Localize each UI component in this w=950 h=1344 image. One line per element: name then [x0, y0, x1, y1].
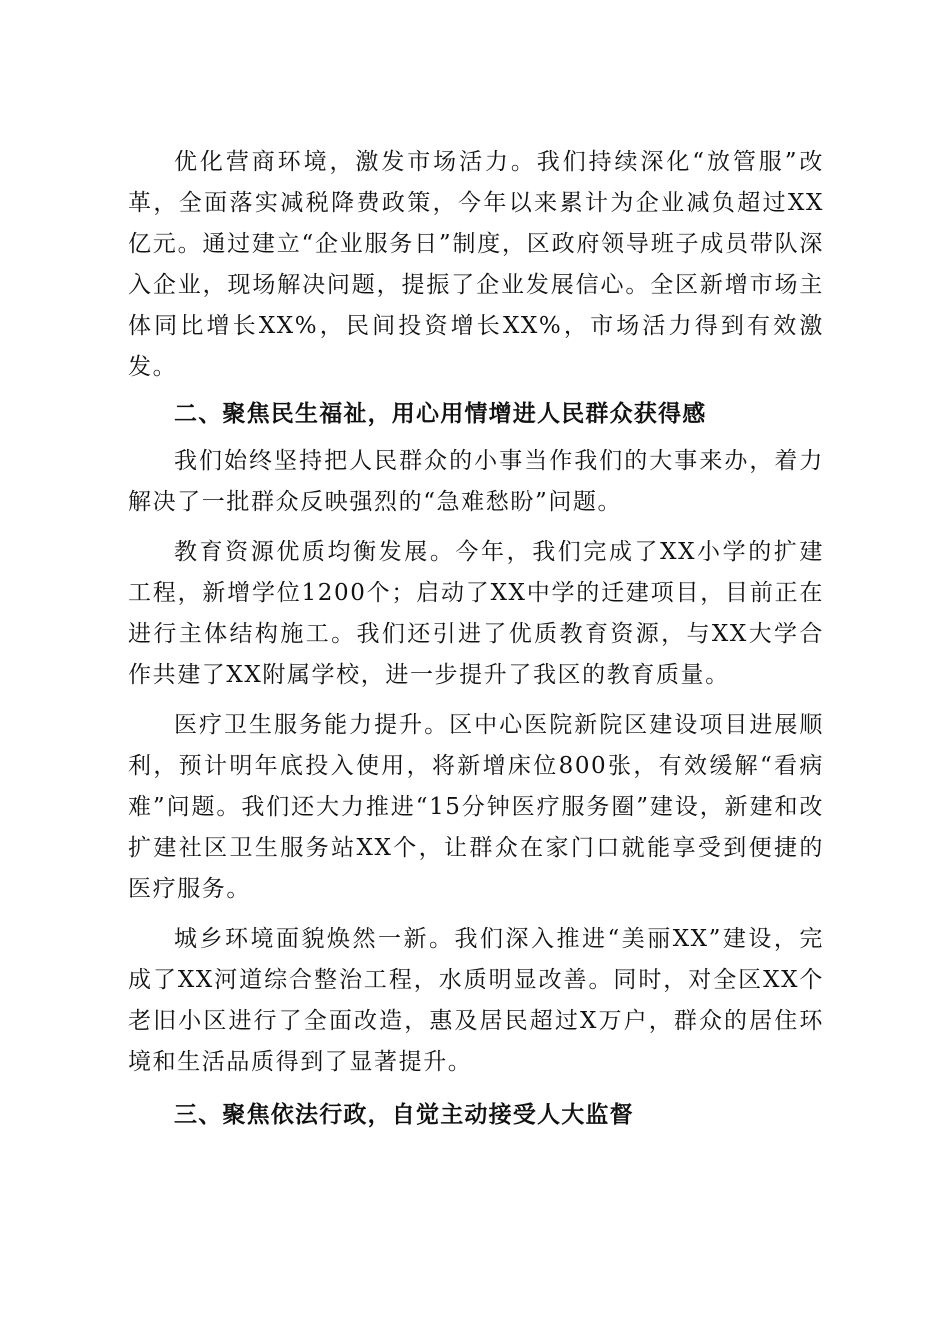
paragraph-healthcare: 医疗卫生服务能力提升。区中心医院新院区建设项目进展顺利，预计明年底投入使用，将新增床位800张，有效缓解“看病难”问题。我们还大力推进“15分钟医疗服务圈”建设，新建和改扩建社区卫生服务站XX个，让群众在家门口就能享受到便捷的医疗服务。	[128, 712, 824, 902]
document-body	[128, 142, 824, 1136]
section-heading-legal-administration: 三、聚焦依法行政，自觉主动接受人大监督	[174, 1102, 634, 1128]
paragraph-livelihood-intro: 我们始终坚持把人民群众的小事当作我们的大事来办，着力解决了一批群众反映强烈的“急难愁盼”问题。	[128, 448, 824, 515]
section-heading-livelihood: 二、聚焦民生福祉，用心用情增进人民群众获得感	[174, 401, 707, 427]
paragraph-environment: 城乡环境面貌焕然一新。我们深入推进“美丽XX”建设，完成了XX河道综合整治工程，水质明显改善。同时，对全区XX个老旧小区进行了全面改造，惠及居民超过X万户，群众的居住环境和生活品质得到了显著提升。	[128, 926, 824, 1075]
paragraph-education: 教育资源优质均衡发展。今年，我们完成了XX小学的扩建工程，新增学位1200个；启动了XX中学的迁建项目，目前正在进行主体结构施工。我们还引进了优质教育资源，与XX大学合作共建了XX附属学校，进一步提升了我区的教育质量。	[128, 539, 824, 688]
paragraph-business-environment: 优化营商环境，激发市场活力。我们持续深化“放管服”改革，全面落实减税降费政策，今年以来累计为企业减负超过XX亿元。通过建立“企业服务日”制度，区政府领导班子成员带队深入企业，现场解决问题，提振了企业发展信心。全区新增市场主体同比增长XX%，民间投资增长XX%，市场活力得到有效激发。	[128, 149, 824, 380]
